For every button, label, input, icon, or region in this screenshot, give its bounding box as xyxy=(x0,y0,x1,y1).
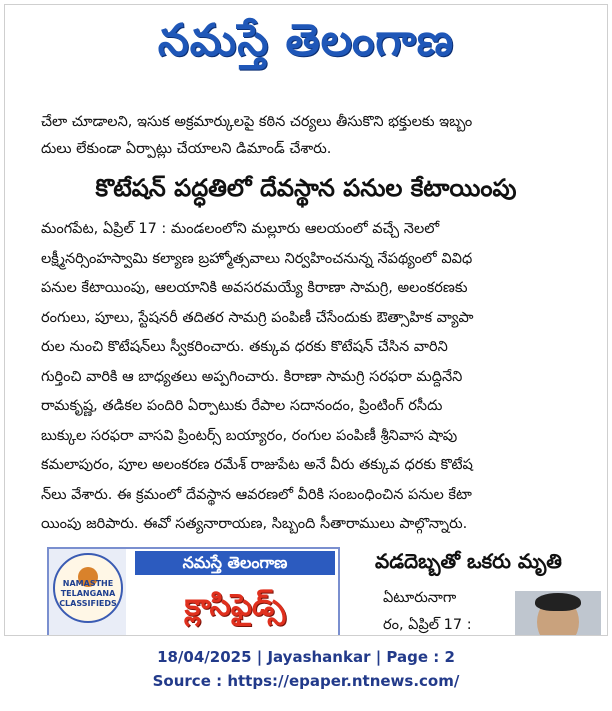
ad-brand-banner: నమస్తే తెలంగాణ xyxy=(135,551,335,575)
body-line: కమలాపురం, పూల అలంకరణ రమేశ్ రాజుపేట అనే వీరు తక్కువ ధరకు కొటేష xyxy=(41,457,473,473)
clipping-footer xyxy=(0,645,612,693)
body-line: మంగపేట, ఏప్రిల్ 17 : మండలంలోని మల్లూరు ఆలయంలో వచ్చే నెలలో xyxy=(41,221,440,237)
seal-text: NAMASTHE TELANGANA CLASSIFIEDS xyxy=(59,579,117,608)
body-line: న్‌లు వేశారు. ఈ క్రమంలో దేవస్థాన ఆవరణలో వీరికి సంబంధించిన పనుల కేటా xyxy=(41,486,472,503)
body-line: యింపు జరిపారు. ఈవో సత్యనారాయణ, సిబ్బంది సీతారాములు పాల్గొన్నారు. xyxy=(41,516,468,532)
article-body xyxy=(41,215,593,540)
body-line: రం, ఏప్రిల్ 17 : xyxy=(383,617,472,633)
newspaper-clipping xyxy=(4,4,608,636)
top-paragraph-line: దులు లేకుండా ఏర్పాట్లు చేయాలని డిమాండ్ చేశారు. xyxy=(41,141,332,157)
second-headline: వడదెబ్బతో ఒకరు మృతి xyxy=(375,549,562,573)
second-article-body xyxy=(383,585,472,636)
body-line: రుల నుంచి కొటేషన్‌లు స్వీకరించారు. తక్కువ ధరకు కొటేషన్ చేసిన వారిని xyxy=(41,339,448,355)
ad-title: క్లాసిఫైడ్స్ xyxy=(184,588,286,623)
article-headline: కొటేషన్ పద్ధతిలో దేవస్థాన పనుల కేటాయింపు xyxy=(95,174,517,202)
body-line: బుక్కుల సరఫరా వాసవి ప్రింటర్స్ బయ్యారం, రంగుల పంపిణీ శ్రీనివాస షాపు xyxy=(41,427,458,444)
photo-hair xyxy=(535,593,581,611)
ad-emblem-panel xyxy=(49,549,126,636)
body-line: రంగులు, పూలు, స్టేషనరీ తదితర సామగ్రి పంపిణీ చేసేందుకు ఔత్సాహిక వ్యాపా xyxy=(41,309,474,326)
photo-shirt xyxy=(519,635,597,636)
body-line: గుర్తించి వారికి ఆ బాధ్యతలు అప్పగించారు. కిరాణా సామగ్రి సరఫరా మద్దినేని xyxy=(41,368,463,385)
body-line: రామకృష్ణ, తడికల పందిరి ఏర్పాటుకు రేపాల సదానందం, ప్రింటింగ్ రసీదు xyxy=(41,398,443,414)
body-line: లక్ష్మీనర్సింహస్వామి కల్యాణ బ్రహ్మోత్సవాలు నిర్వహించనున్న నేపథ్యంలో వివిధ xyxy=(41,250,473,267)
top-paragraph xyxy=(41,109,593,163)
top-paragraph-line: చేలా చూడాలని, ఇసుక అక్రమార్కులపై కఠిన చర్యలు తీసుకొని భక్తులకు ఇబ్బం xyxy=(41,114,473,130)
body-line: ఏటూరునాగా xyxy=(383,590,457,606)
classifieds-ad xyxy=(47,547,340,636)
footer-source-line: Source : https://epaper.ntnews.com/ xyxy=(152,672,460,690)
classifieds-seal-icon xyxy=(53,553,123,623)
person-photo xyxy=(515,591,601,636)
masthead-logo: నమస్తే తెలంగాణ xyxy=(157,15,455,66)
footer-date-line: 18/04/2025 | Jayashankar | Page : 2 xyxy=(157,648,455,666)
body-line: పనుల కేటాయింపు, ఆలయానికి అవసరమయ్యే కిరాణా సామగ్రి, అలంకరణకు xyxy=(41,280,468,296)
